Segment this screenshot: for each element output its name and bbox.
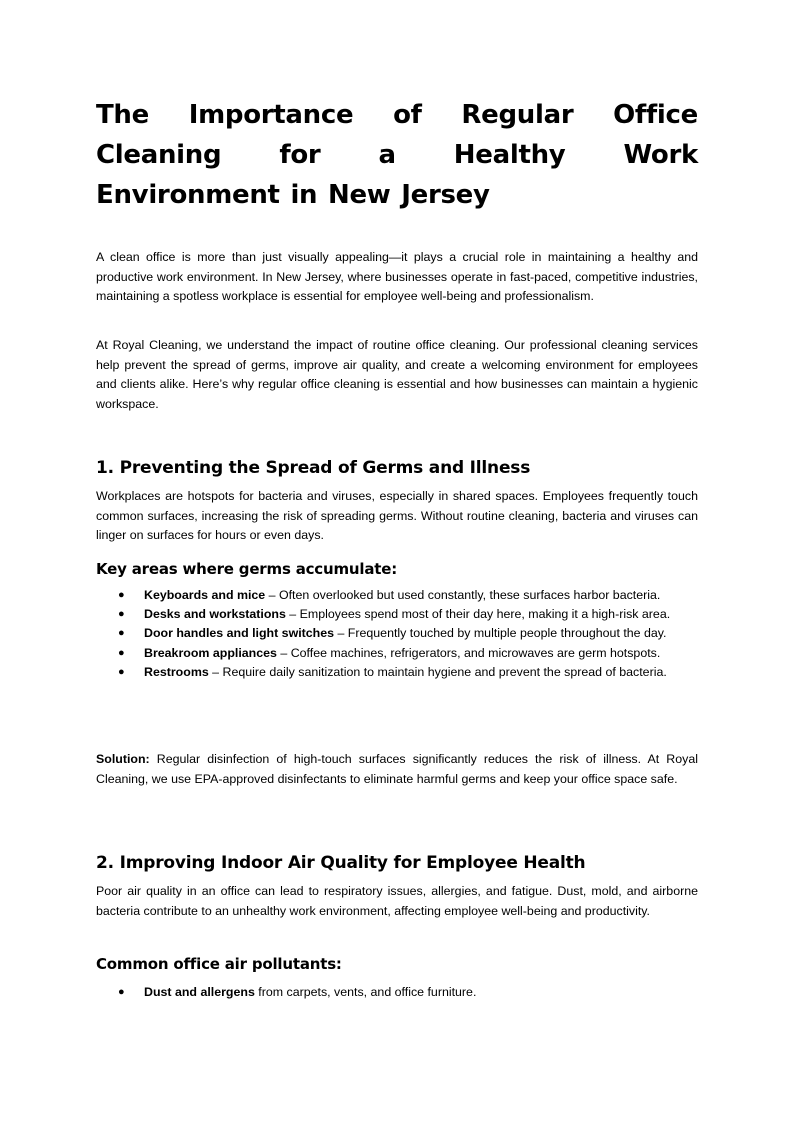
list-item-text: – Often overlooked but used constantly, these surfaces harbor bacteria. <box>265 588 661 602</box>
list-item <box>96 663 698 682</box>
intro-paragraph-1: A clean office is more than just visually appealing—it plays a crucial role in maintaining a healthy and productive work environment. In New Jersey, where businesses operate in fast-paced, competitive industries, maintaining a spotless workplace is essential for employee well-being and professionalism. <box>96 250 698 303</box>
section-1-subheading: Key areas where germs accumulate: <box>96 560 397 578</box>
list-item-text: from carpets, vents, and office furniture. <box>254 985 477 999</box>
germ-areas-list <box>96 586 698 682</box>
section-1-body: Workplaces are hotspots for bacteria and viruses, especially in shared spaces. Employees frequently touch common surfaces, increasing the risk of spreading germs. Without routine cleaning, bacteria and viruses can linger on surfaces for hours or even days. <box>96 489 698 542</box>
section-2-body: Poor air quality in an office can lead to respiratory issues, allergies, and fatigue. Dust, mold, and airborne bacteria contribute to an unhealthy work environment, affecting employee well-being and productivity. <box>96 884 698 918</box>
section-1-heading: 1. Preventing the Spread of Germs and Illness <box>96 458 531 478</box>
intro-paragraph-2: At Royal Cleaning, we understand the impact of routine office cleaning. Our professional cleaning services help prevent the spread of germs, improve air quality, and create a welcoming environment for employees and clients alike. Here’s why regular office cleaning is essential and how businesses can maintain a hygienic workspace. <box>96 338 698 411</box>
list-item <box>96 983 698 1002</box>
bullet-icon: ● <box>118 589 125 601</box>
bullet-icon: ● <box>118 608 125 621</box>
list-item <box>96 624 698 643</box>
section-2-heading: 2. Improving Indoor Air Quality for Employee Health <box>96 853 586 873</box>
list-item-title: Dust and allergens <box>144 985 255 999</box>
list-item-title: Door handles and light switches <box>144 626 335 641</box>
list-item-title: Breakroom appliances <box>144 645 277 660</box>
list-item-text: – Coffee machines, refrigerators, and microwaves are germ hotspots. <box>276 645 661 660</box>
list-item-title: Keyboards and mice <box>144 588 266 602</box>
list-item-title: Desks and workstations <box>144 607 286 622</box>
list-item <box>96 605 698 624</box>
list-item-title: Restrooms <box>144 664 209 679</box>
solution-label: Solution: <box>96 752 150 766</box>
solution-paragraph <box>96 750 698 789</box>
solution-text: Regular disinfection of high-touch surfaces significantly reduces the risk of illness. At Royal Cleaning, we use EPA-approved disinfectants to eliminate harmful germs and keep your office space safe. <box>96 752 698 786</box>
section-2-subheading: Common office air pollutants: <box>96 955 342 973</box>
bullet-icon: ● <box>118 646 125 659</box>
air-pollutants-list <box>96 983 698 1002</box>
list-item-text: – Frequently touched by multiple people throughout the day. <box>334 626 667 641</box>
list-item-text: – Require daily sanitization to maintain hygiene and prevent the spread of bacteria. <box>208 664 667 679</box>
page-title: The Importance of Regular Office Cleaning for a Healthy Work Environment in New Jersey <box>96 100 698 210</box>
bullet-icon: ● <box>118 986 125 998</box>
list-item <box>96 644 698 663</box>
list-item <box>96 586 698 605</box>
bullet-icon: ● <box>118 627 125 640</box>
bullet-icon: ● <box>118 665 125 678</box>
list-item-text: – Employees spend most of their day here, making it a high-risk area. <box>285 607 671 622</box>
